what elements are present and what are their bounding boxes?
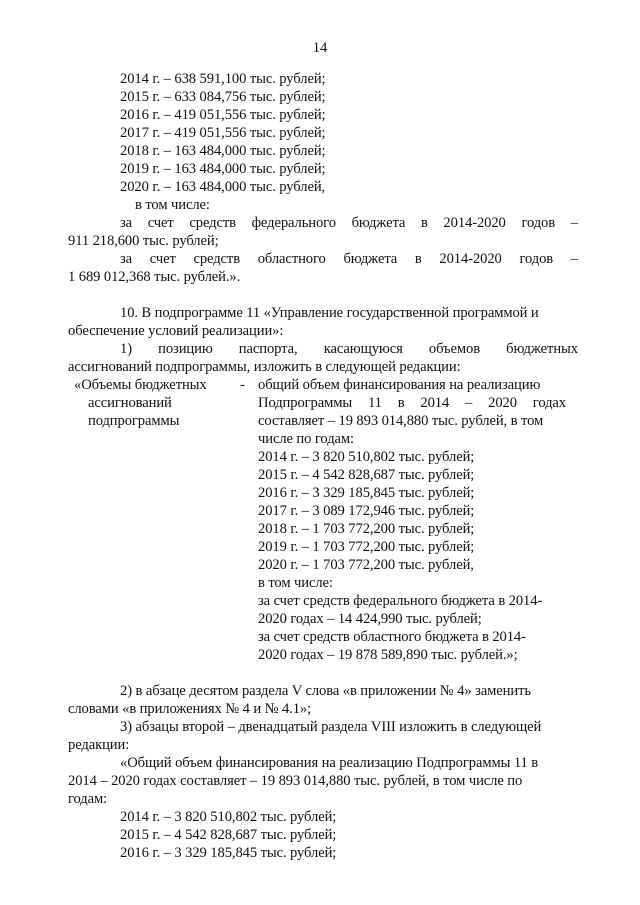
item10-sub1-line-2: ассигнований подпрограммы, изложить в следующей редакции:	[68, 359, 461, 375]
word: федерального	[251, 215, 336, 231]
word: 11	[367, 395, 382, 411]
intro-year-2016: 2016 г. – 419 051,556 тыс. рублей;	[120, 107, 326, 123]
word: в	[414, 251, 422, 267]
word: годов	[521, 215, 556, 231]
passport-right-line-1: общий объем финансирования на реализацию	[258, 377, 541, 393]
word: в	[397, 395, 405, 411]
intro-federal-line-2: 911 218,600 тыс. рублей;	[68, 233, 219, 249]
item3-line-2: редакции:	[68, 737, 130, 753]
passport-left-line-1: «Объемы бюджетных	[74, 377, 207, 393]
item3-line-1: 3) абзацы второй – двенадцатый раздела VIII изложить в следующей	[120, 719, 542, 735]
word: Подпрограммы	[258, 395, 353, 411]
word: годов	[519, 251, 554, 267]
word: бюджета	[351, 215, 406, 231]
word: 2014	[420, 395, 450, 411]
intro-year-2015: 2015 г. – 633 084,756 тыс. рублей;	[120, 89, 326, 105]
passport-regional-line-1: за счет средств областного бюджета в 2014-	[258, 629, 526, 645]
passport-federal-line-2: 2020 годах – 14 424,990 тыс. рублей;	[258, 611, 482, 627]
word: областного	[257, 251, 326, 267]
passport-left-line-2: ассигнований	[88, 395, 172, 411]
passport-right-line-3: составляет – 19 893 014,880 тыс. рублей, в том	[258, 413, 544, 429]
passport-year-2018: 2018 г. – 1 703 772,200 тыс. рублей;	[258, 521, 475, 537]
passport-year-2020: 2020 г. – 1 703 772,200 тыс. рублей,	[258, 557, 474, 573]
word: счет	[147, 215, 174, 231]
item2-line-2: словами «в приложениях № 4 и № 4.1»;	[68, 701, 312, 717]
quote-year-2015: 2015 г. – 4 542 828,687 тыс. рублей;	[120, 827, 337, 843]
passport-in-total: в том числе:	[258, 575, 333, 591]
passport-federal-line-1: за счет средств федерального бюджета в 2014-	[258, 593, 543, 609]
intro-regional-line-1	[120, 250, 578, 268]
word: 2014-2020	[439, 251, 502, 267]
word: 2014-2020	[443, 215, 506, 231]
word: бюджетных	[506, 341, 578, 357]
word: средств	[193, 251, 240, 267]
passport-year-2019: 2019 г. – 1 703 772,200 тыс. рублей;	[258, 539, 475, 555]
item10-heading-line-2: обеспечение условий реализации»:	[68, 323, 284, 339]
word: годах	[532, 395, 566, 411]
passport-year-2017: 2017 г. – 3 089 172,946 тыс. рублей;	[258, 503, 475, 519]
word: касающуюся	[323, 341, 403, 357]
passport-left-line-3: подпрограммы	[88, 413, 180, 429]
page-number: 14	[312, 40, 328, 56]
quote-line-2: 2014 – 2020 годах составляет – 19 893 014,880 тыс. рублей, в том числе по	[68, 773, 523, 789]
intro-year-2017: 2017 г. – 419 051,556 тыс. рублей;	[120, 125, 326, 141]
passport-year-2016: 2016 г. – 3 329 185,845 тыс. рублей;	[258, 485, 475, 501]
quote-year-2014: 2014 г. – 3 820 510,802 тыс. рублей;	[120, 809, 337, 825]
quote-line-1: «Общий объем финансирования на реализацию Подпрограммы 11 в	[120, 755, 539, 771]
quote-year-2016: 2016 г. – 3 329 185,845 тыс. рублей;	[120, 845, 337, 861]
word: объемов	[428, 341, 480, 357]
word: 2020	[488, 395, 517, 411]
intro-year-2018: 2018 г. – 163 484,000 тыс. рублей;	[120, 143, 326, 159]
passport-year-2014: 2014 г. – 3 820 510,802 тыс. рублей;	[258, 449, 475, 465]
passport-right-line-4: числе по годам:	[258, 431, 354, 447]
word: 1)	[120, 341, 132, 357]
item10-sub1-line-1	[120, 340, 578, 358]
word: счет	[149, 251, 176, 267]
intro-in-total: в том числе:	[135, 197, 210, 213]
intro-year-2019: 2019 г. – 163 484,000 тыс. рублей;	[120, 161, 326, 177]
passport-dash: -	[240, 377, 245, 393]
passport-right-line-2	[258, 394, 566, 412]
word: в	[420, 215, 428, 231]
intro-regional-line-2: 1 689 012,368 тыс. рублей.».	[68, 269, 241, 285]
passport-year-2015: 2015 г. – 4 542 828,687 тыс. рублей;	[258, 467, 475, 483]
word: –	[570, 215, 578, 231]
intro-year-2014: 2014 г. – 638 591,100 тыс. рублей;	[120, 71, 326, 87]
quote-line-3: годам:	[68, 791, 108, 807]
word: –	[465, 395, 473, 411]
word: –	[570, 251, 578, 267]
intro-federal-line-1	[120, 214, 578, 232]
word: средств	[189, 215, 236, 231]
word: бюджета	[343, 251, 398, 267]
item10-heading-line-1: 10. В подпрограмме 11 «Управление государственной программой и	[120, 305, 539, 321]
word: за	[120, 251, 133, 267]
word: паспорта,	[238, 341, 298, 357]
intro-year-2020: 2020 г. – 163 484,000 тыс. рублей,	[120, 179, 326, 195]
item2-line-1: 2) в абзаце десятом раздела V слова «в приложении № 4» заменить	[120, 683, 531, 699]
passport-regional-line-2: 2020 годах – 19 878 589,890 тыс. рублей.»;	[258, 647, 518, 663]
word: позицию	[158, 341, 213, 357]
word: за	[120, 215, 133, 231]
